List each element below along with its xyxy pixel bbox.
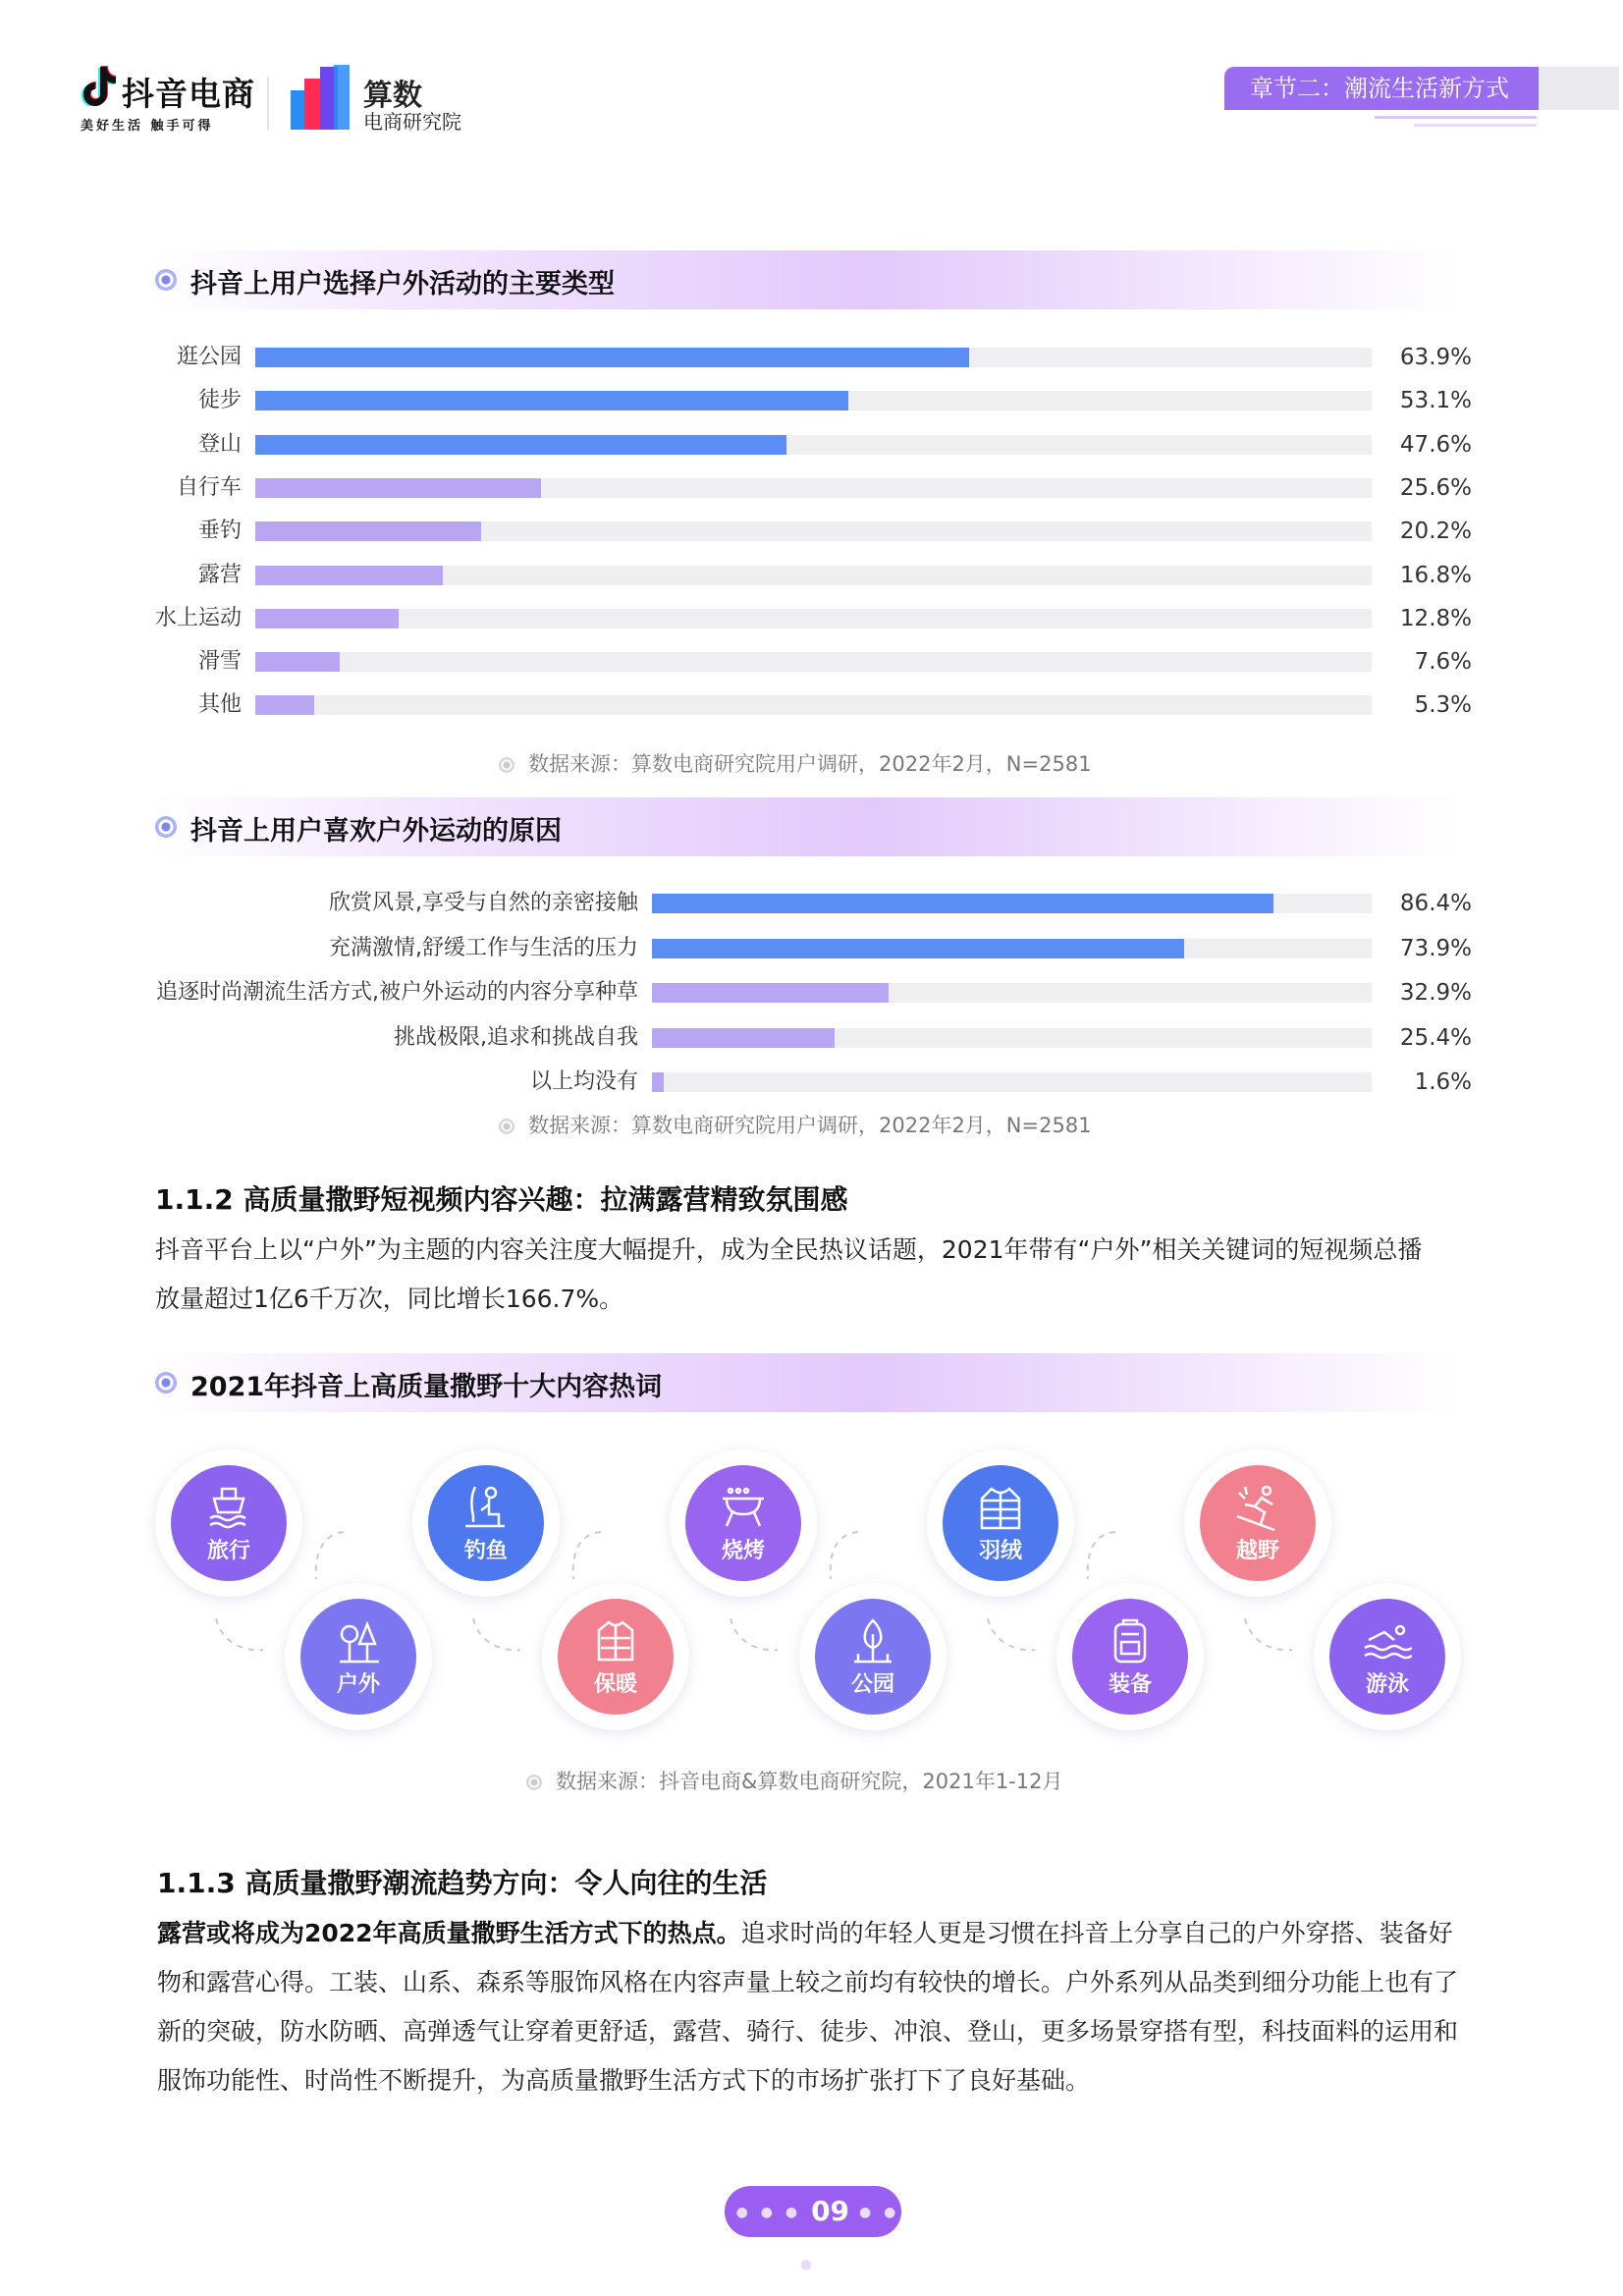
bar-row bbox=[0, 650, 1623, 674]
category-label: 水上运动 bbox=[154, 605, 242, 630]
value-label: 1.6% bbox=[1414, 1069, 1472, 1095]
hotword-bubble bbox=[670, 1449, 817, 1597]
bar bbox=[652, 1072, 664, 1092]
bar-track bbox=[652, 1028, 1372, 1048]
chapter-tab-extension bbox=[1539, 67, 1619, 110]
value-label: 12.8% bbox=[1399, 605, 1472, 631]
category-label: 追逐时尚潮流生活方式,被户外运动的内容分享种草 bbox=[156, 980, 638, 1005]
category-label: 挑战极限,追求和挑战自我 bbox=[394, 1024, 638, 1050]
paragraph: 抖音平台上以“户外”为主题的内容关注度大幅提升，成为全民热议话题，2021年带有“户外”相关关键词的短视频总播 放量超过1亿6千万次，同比增长166.7%。 bbox=[155, 1235, 1423, 1313]
value-label: 25.4% bbox=[1399, 1024, 1472, 1051]
bar bbox=[652, 894, 1273, 913]
bar bbox=[255, 435, 786, 455]
bar-track bbox=[255, 521, 1372, 541]
chapter-deco-line bbox=[1375, 116, 1537, 119]
bar bbox=[652, 939, 1184, 958]
section-title: 抖音上用户喜欢户外运动的原因 bbox=[190, 816, 562, 847]
bar-row bbox=[0, 519, 1623, 543]
hotword-bubble bbox=[799, 1583, 947, 1730]
bullet-ring-icon bbox=[155, 269, 177, 291]
bar-row bbox=[0, 1070, 1623, 1094]
bar bbox=[255, 348, 969, 367]
reasons-bar-chart bbox=[0, 892, 1623, 1098]
bar bbox=[652, 983, 889, 1003]
bar-track bbox=[255, 391, 1372, 410]
source-dot-icon bbox=[499, 757, 514, 773]
hotword-bubble bbox=[927, 1449, 1074, 1597]
source-dot-icon bbox=[499, 1119, 514, 1134]
hotword-label: 装备 bbox=[1108, 1672, 1152, 1697]
value-label: 47.6% bbox=[1399, 431, 1472, 458]
category-label: 充满激情,舒缓工作与生活的压力 bbox=[329, 935, 638, 960]
category-label: 露营 bbox=[197, 562, 242, 587]
subsection-heading: 1.1.2 高质量撒野短视频内容兴趣：拉满露营精致氛围感 bbox=[155, 1183, 848, 1216]
swimmer-icon bbox=[1363, 1616, 1412, 1666]
bar-row bbox=[0, 937, 1623, 960]
hotword-bubble bbox=[412, 1449, 560, 1597]
bar-row bbox=[0, 892, 1623, 915]
bar bbox=[255, 521, 481, 541]
value-label: 86.4% bbox=[1399, 891, 1472, 916]
douyin-note-icon bbox=[81, 65, 116, 106]
douyin-brand-name: 抖音电商 bbox=[122, 75, 255, 113]
hotword-label: 羽绒 bbox=[978, 1539, 1022, 1563]
subsection-heading: 1.1.3 高质量撒野潮流趋势方向：令人向往的生活 bbox=[157, 1867, 768, 1899]
chapter-deco-line bbox=[1414, 124, 1537, 127]
bar-track bbox=[255, 566, 1372, 585]
activity-types-bar-chart bbox=[0, 346, 1623, 729]
bar-row bbox=[0, 476, 1623, 500]
section-banner-activity-types bbox=[153, 250, 1459, 309]
bar-track bbox=[255, 348, 1372, 367]
hotword-label: 游泳 bbox=[1365, 1672, 1409, 1697]
category-label: 其他 bbox=[197, 692, 242, 718]
header-divider bbox=[267, 77, 269, 130]
category-label: 登山 bbox=[197, 431, 242, 457]
source-dot-icon bbox=[526, 1775, 542, 1790]
bar bbox=[255, 609, 399, 629]
suanshu-brand-sub: 电商研究院 bbox=[363, 110, 461, 134]
bar-row bbox=[0, 607, 1623, 630]
bar bbox=[652, 1028, 835, 1048]
bullet-ring-icon bbox=[155, 1372, 177, 1394]
value-label: 16.8% bbox=[1399, 562, 1472, 588]
value-label: 32.9% bbox=[1399, 980, 1472, 1006]
ship-icon bbox=[204, 1483, 253, 1532]
bar-track bbox=[652, 1072, 1372, 1092]
park-tree-icon bbox=[848, 1616, 897, 1666]
page-number: 09 bbox=[811, 2195, 850, 2227]
page-number-badge: ● ● ● 09 ● ● ● bbox=[725, 2186, 901, 2237]
category-label: 徒步 bbox=[197, 388, 242, 413]
bullet-ring-icon bbox=[155, 816, 177, 838]
category-label: 自行车 bbox=[176, 474, 242, 500]
category-label: 以上均没有 bbox=[529, 1069, 638, 1094]
down-jacket-icon bbox=[976, 1483, 1025, 1532]
value-label: 53.1% bbox=[1399, 388, 1472, 414]
backpack-icon bbox=[1106, 1616, 1155, 1666]
value-label: 7.6% bbox=[1414, 649, 1472, 676]
hotword-bubble bbox=[1314, 1583, 1461, 1730]
bar bbox=[255, 478, 541, 498]
bar bbox=[255, 391, 848, 410]
suanshu-logo-icon bbox=[291, 65, 352, 130]
bar-track bbox=[652, 983, 1372, 1003]
chapter-tab: 章节二：潮流生活新方式 bbox=[1224, 67, 1539, 110]
hotword-bubble bbox=[155, 1449, 302, 1597]
bar-row bbox=[0, 346, 1623, 369]
value-label: 73.9% bbox=[1399, 935, 1472, 961]
category-label: 逛公园 bbox=[176, 345, 242, 369]
hotword-label: 旅行 bbox=[206, 1539, 250, 1563]
hotword-bubble bbox=[1056, 1583, 1204, 1730]
category-label: 垂钓 bbox=[197, 519, 242, 544]
bar-track bbox=[255, 609, 1372, 629]
bar-row bbox=[0, 564, 1623, 587]
hotword-label: 户外 bbox=[336, 1672, 380, 1697]
category-label: 滑雪 bbox=[197, 649, 242, 675]
bar-row bbox=[0, 1026, 1623, 1050]
grill-icon bbox=[719, 1483, 768, 1532]
skier-icon bbox=[1233, 1483, 1282, 1532]
bar-row bbox=[0, 693, 1623, 717]
hotword-label: 钓鱼 bbox=[463, 1539, 508, 1563]
bar-track bbox=[255, 478, 1372, 498]
bar-row bbox=[0, 981, 1623, 1005]
section-banner-hotwords bbox=[153, 1353, 1459, 1412]
bar-row bbox=[0, 389, 1623, 412]
value-label: 63.9% bbox=[1399, 345, 1472, 370]
bar bbox=[255, 652, 340, 672]
fishing-icon bbox=[461, 1483, 511, 1532]
bar bbox=[255, 566, 443, 585]
bar bbox=[255, 695, 314, 715]
bar-track bbox=[652, 939, 1372, 958]
section-title: 抖音上用户选择户外活动的主要类型 bbox=[190, 269, 615, 300]
tree-icon bbox=[334, 1616, 383, 1666]
bar-row bbox=[0, 433, 1623, 457]
hotword-label: 保暖 bbox=[593, 1672, 637, 1697]
hotword-label: 烧烤 bbox=[721, 1539, 765, 1563]
bar-track bbox=[255, 435, 1372, 455]
bar-track bbox=[255, 652, 1372, 672]
douyin-slogan: 美好生活 触手可得 bbox=[81, 119, 214, 134]
data-source-note: 数据来源：算数电商研究院用户调研，2022年2月，N=2581 bbox=[499, 748, 1092, 778]
bar-track bbox=[255, 695, 1372, 715]
hotword-label: 越野 bbox=[1235, 1539, 1279, 1563]
data-source-note: 数据来源：算数电商研究院用户调研，2022年2月，N=2581 bbox=[499, 1110, 1092, 1139]
hotword-bubble bbox=[1184, 1449, 1331, 1597]
paragraph: 露营或将成为2022年高质量撒野生活方式下的热点。追求时尚的年轻人更是习惯在抖音上分享自己的户外穿搭、装备好 物和露营心得。工装、山系、森系等服饰风格在内容声量上较之前均有较快的增长。户外系列从品类到细分功能上也有了 新的突破，防水防晒、高弹透气让穿着更舒适，露营、骑行、徒步、冲浪、登山，更多场景穿搭有型，科技面料的运用和 服饰功能性、时尚性不断提升，为高质量撒野生活方式下的市场扩张打下了良好基础。 bbox=[157, 1919, 1459, 2095]
jacket-icon bbox=[591, 1616, 640, 1666]
paragraph-lead: 露营或将成为2022年高质量撒野生活方式下的热点。 bbox=[157, 1919, 741, 1947]
category-label: 欣赏风景,享受与自然的亲密接触 bbox=[329, 891, 638, 915]
hotword-label: 公园 bbox=[850, 1672, 894, 1697]
bar-track bbox=[652, 894, 1372, 913]
section-title: 2021年抖音上高质量撒野十大内容热词 bbox=[190, 1372, 663, 1402]
hotword-bubble bbox=[542, 1583, 689, 1730]
data-source-note: 数据来源：抖音电商&算数电商研究院，2021年1-12月 bbox=[526, 1766, 1062, 1795]
suanshu-brand-name: 算数 bbox=[363, 79, 422, 113]
hotword-bubble bbox=[285, 1583, 432, 1730]
value-label: 20.2% bbox=[1399, 519, 1472, 545]
value-label: 5.3% bbox=[1414, 692, 1472, 719]
value-label: 25.6% bbox=[1399, 474, 1472, 501]
section-banner-reasons bbox=[153, 797, 1459, 856]
